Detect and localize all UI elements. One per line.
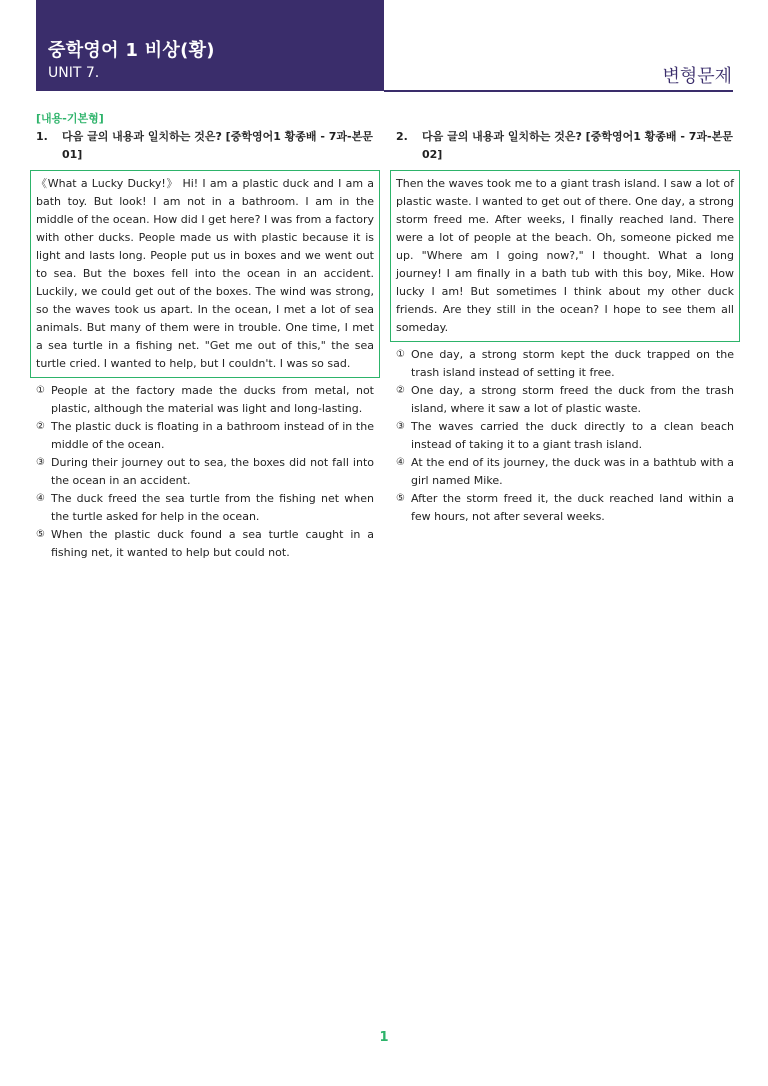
answer-option[interactable]: [396, 454, 734, 490]
answer-option[interactable]: [36, 382, 374, 418]
option-marker: ④: [396, 457, 405, 468]
option-marker: ①: [36, 385, 45, 396]
header-divider: [384, 90, 733, 92]
option-text: People at the factory made the ducks from metal, not plastic, although the material was light and long-lasting.: [51, 384, 374, 415]
option-marker: ①: [396, 349, 405, 360]
option-marker: ⑤: [36, 529, 45, 540]
answer-option[interactable]: [396, 346, 734, 382]
option-text: The waves carried the duck directly to a clean beach instead of taking it to a giant trash island.: [411, 420, 734, 451]
question-prompt: [36, 128, 374, 164]
option-marker: ②: [396, 385, 405, 396]
question-number: 2.: [396, 130, 408, 143]
passage-box: Then the waves took me to a giant trash island. I saw a lot of plastic waste. I wanted to get out of there. One day, a strong storm freed me. After weeks, I finally reached land. There were a lot of people at the beach. Oh, someone picked me up. "Where am I going now?," I thought. What a long journey! I am finally in a bath tub with this boy, Mike. How lucky I am! But sometimes I think about my other duck friends. Are they still in the ocean? I hope to see them all someday.: [390, 170, 740, 342]
textbook-title: 중학영어 1 비상(황): [48, 40, 215, 61]
answer-options: [36, 382, 374, 562]
page-number: 1: [379, 1030, 389, 1045]
question-1: [36, 128, 374, 562]
option-text: When the plastic duck found a sea turtle caught in a fishing net, it wanted to help but could not.: [51, 528, 374, 559]
option-text: During their journey out to sea, the boxes did not fall into the ocean in an accident.: [51, 456, 374, 487]
question-text: 다음 글의 내용과 일치하는 것은? [중학영어1 황종배 - 7과-본문 02]: [422, 130, 733, 161]
answer-option[interactable]: [396, 418, 734, 454]
option-text: The plastic duck is floating in a bathroom instead of in the middle of the ocean.: [51, 420, 374, 451]
option-text: At the end of its journey, the duck was in a bathtub with a girl named Mike.: [411, 456, 734, 487]
answer-option[interactable]: [36, 490, 374, 526]
passage-box: 《What a Lucky Ducky!》 Hi! I am a plastic duck and I am a bath toy. But look! I am not in a bathroom. I am in the middle of the ocean. How did I get here? I was from a factory with other ducks. People made us with plastic because it is light and lasts long. People put us in boxes and we went out to sea. But the boxes fell into the ocean in an accident. Luckily, we could get out of the boxes. The wind was strong, so the waves took us apart. In the ocean, I met a lot of sea animals. But many of them were in trouble. One time, I met a sea turtle in a fishing net. "Get me out of this," the sea turtle cried. I wanted to help, but I couldn't. I was so sad.: [30, 170, 380, 378]
section-label: [내용-기본형]: [36, 112, 104, 125]
answer-option[interactable]: [36, 526, 374, 562]
option-text: The duck freed the sea turtle from the fishing net when the turtle asked for help in the ocean.: [51, 492, 374, 523]
option-marker: ④: [36, 493, 45, 504]
answer-option[interactable]: [36, 454, 374, 490]
option-marker: ③: [396, 421, 405, 432]
option-marker: ②: [36, 421, 45, 432]
header-banner: [36, 0, 384, 91]
answer-option[interactable]: [396, 490, 734, 526]
answer-options: [396, 346, 734, 526]
unit-label: UNIT 7.: [48, 65, 100, 81]
question-number: 1.: [36, 130, 48, 143]
answer-option[interactable]: [36, 418, 374, 454]
option-text: One day, a strong storm freed the duck from the trash island, where it saw a lot of plastic waste.: [411, 384, 734, 415]
answer-option[interactable]: [396, 382, 734, 418]
option-marker: ⑤: [396, 493, 405, 504]
option-text: After the storm freed it, the duck reached land within a few hours, not after several weeks.: [411, 492, 734, 523]
option-text: One day, a strong storm kept the duck trapped on the trash island instead of setting it free.: [411, 348, 734, 379]
worksheet-type-label: 변형문제: [662, 66, 732, 87]
question-2: [396, 128, 734, 526]
option-marker: ③: [36, 457, 45, 468]
question-text: 다음 글의 내용과 일치하는 것은? [중학영어1 황종배 - 7과-본문 01]: [62, 130, 373, 161]
question-prompt: [396, 128, 734, 164]
